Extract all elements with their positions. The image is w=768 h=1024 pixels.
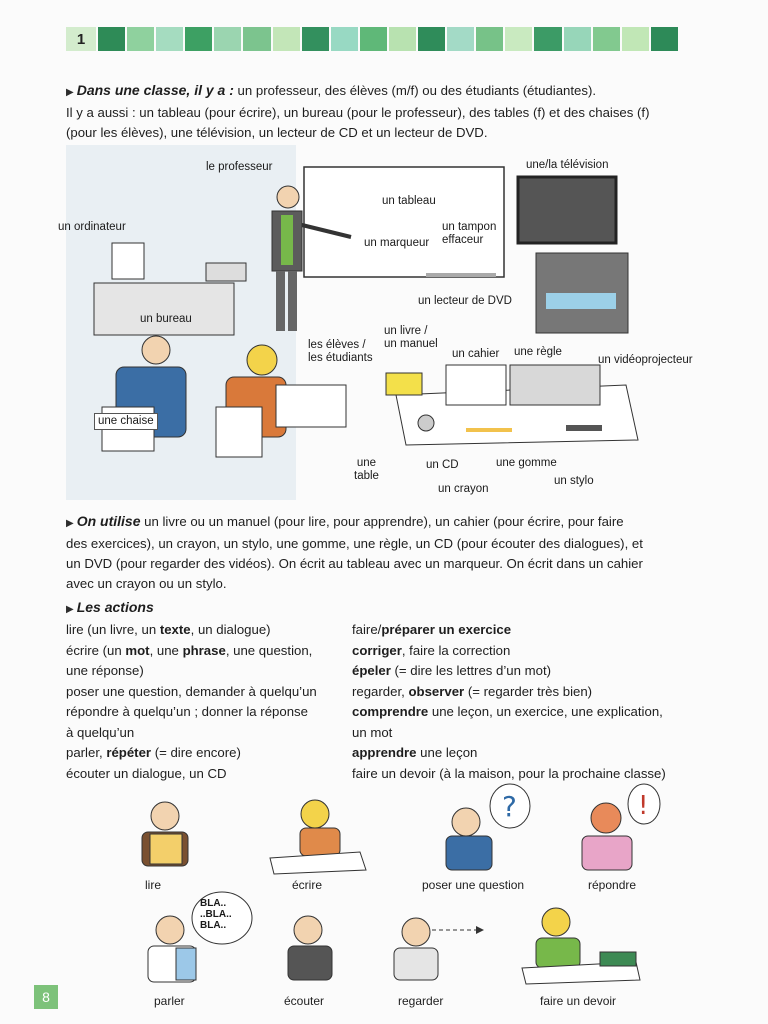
label-professeur: le professeur [206,161,273,173]
action-line [66,743,317,764]
action-line [66,702,317,723]
label-cahier: un cahier [452,348,500,360]
label-bureau: un bureau [140,313,192,325]
action-line [352,743,666,764]
action-line [352,723,666,744]
usage-line-2: des exercices), un crayon, un stylo, une gomme, une règle, un CD (pour écouter des dialogues), et [66,536,643,551]
action-text: une réponse) [66,663,144,678]
label-crayon: un crayon [438,483,489,495]
action-text: parler, [66,745,107,760]
actions-title [66,599,154,615]
label-stylo: un stylo [554,475,594,487]
header-band-square [534,27,561,51]
label-cd: un CD [426,459,459,471]
action-text: répondre à quelqu’un ; donner la réponse [66,704,308,719]
usage-line-1: un livre ou un manuel (pour lire, pour apprendre), un cahier (pour écrire, pour faire [140,514,624,529]
action-line [352,764,666,785]
header-band-square [243,27,270,51]
usage-paragraph [66,511,682,594]
action-text: poser une question, demander à quelqu’un [66,683,317,699]
action-keyword: observer [408,683,465,699]
header-band-square [505,27,532,51]
label-ordinateur: un ordinateur [58,221,126,233]
actions-left-column [66,620,317,784]
figure-ecrire [260,796,370,876]
header-band-square [331,27,358,51]
figure-parler [130,890,260,990]
label-livre: un livre / un manuel [384,325,438,350]
action-line [66,620,317,641]
actions-right-column [352,620,666,784]
action-text: , une question, [225,642,313,658]
header-band-square [593,27,620,51]
header-band-square [302,27,329,51]
header-band-square [651,27,678,51]
label-regle: une règle [514,346,562,358]
action-text: une leçon, un exercice, une explication, [428,704,663,719]
figure-repondre [564,782,664,876]
action-text: regarder, [352,683,409,699]
action-line [66,764,317,785]
header-band-square [127,27,154,51]
usage-line-4: avec un crayon ou un stylo. [66,576,227,591]
svg-text:?: ? [502,790,517,823]
action-line [66,641,317,662]
figure-poser-question [414,782,534,876]
action-keyword: corriger [352,642,402,658]
action-line [66,661,317,682]
action-keyword: mot [125,642,150,658]
header-band-square [360,27,387,51]
figure-label-regarder: regarder [398,994,444,1008]
header-band-square [447,27,474,51]
label-gomme: une gomme [496,457,557,469]
action-keyword: apprendre [352,745,417,760]
header-band-square [214,27,241,51]
action-text: écrire (un [66,642,126,658]
classroom-illustration [58,145,706,505]
action-line [352,641,666,662]
figure-regarder [376,908,486,988]
action-text: lire (un livre, un [66,622,160,637]
header-band-square [273,27,300,51]
figure-ecouter [270,908,350,988]
arrow-right-icon: ▶ [66,87,74,98]
figure-label-repondre: répondre [588,878,637,892]
label-tampon: un tampon effaceur [442,221,497,246]
actions-title-text: Les actions [76,599,154,615]
lesson-number: 1 [66,27,96,51]
header-band-square [418,27,445,51]
action-line [66,682,317,703]
header-band-square [185,27,212,51]
intro-paragraph [66,80,682,143]
header-band-square [476,27,503,51]
action-keyword: comprendre [352,704,429,719]
header-band-square [564,27,591,51]
action-keyword: épeler [352,663,391,678]
figure-label-parler: parler [154,994,185,1008]
action-text: faire/ [352,622,382,637]
action-line [352,620,666,641]
figure-label-ecouter: écouter [284,994,325,1008]
figure-lire [120,796,210,876]
label-table: une table [354,457,379,482]
action-keyword: phrase [182,642,226,658]
arrow-right-icon: ▶ [66,604,74,615]
intro-lead: Dans une classe, il y a : [76,82,234,98]
action-text: , une [149,642,183,658]
intro-line-1: un professeur, des élèves (m/f) ou des étudiants (étudiantes). [233,83,597,98]
action-keyword: répéter [106,745,152,760]
action-line [66,723,317,744]
lesson-header-band [66,27,678,51]
intro-line-3: (pour les élèves), une télévision, un lecteur de CD et un lecteur de DVD. [66,125,488,140]
usage-line-3: un DVD (pour regarder des vidéos). On écrit au tableau avec un marqueur. On écrit dans un cahier [66,556,643,571]
action-text: (= dire encore) [151,745,241,760]
arrow-right-icon: ▶ [66,518,74,529]
header-band-square [156,27,183,51]
header-band-square [389,27,416,51]
action-text: , un dialogue) [190,622,271,637]
action-text: (= dire les lettres d’un mot) [390,663,552,678]
figure-label-poser: poser une question [422,878,525,892]
label-eleves: les élèves / les étudiants [308,339,373,364]
action-text: à quelqu’un [66,724,135,740]
figure-label-ecrire: écrire [292,878,323,892]
action-line [352,682,666,703]
label-videoprojecteur: un vidéoprojecteur [598,354,693,366]
figure-label-lire: lire [145,878,162,892]
page-number: 8 [34,985,58,1009]
action-text: (= regarder très bien) [464,683,593,699]
header-band-square [98,27,125,51]
label-television: une/la télévision [526,159,609,171]
label-marqueur: un marqueur [364,237,430,249]
label-lecteur-dvd: un lecteur de DVD [418,295,512,307]
action-text: une leçon [416,745,478,760]
label-chaise: une chaise [94,413,158,430]
action-line [352,661,666,682]
action-keyword: préparer un exercice [381,622,512,637]
label-tableau: un tableau [382,195,436,207]
speech-bubble-bla: BLA.. ..BLA.. BLA.. [200,898,232,931]
figure-label-devoir: faire un devoir [540,994,617,1008]
action-line [352,702,666,723]
action-keyword: texte [159,622,191,637]
action-text: un mot [352,724,393,740]
usage-lead: On utilise [76,513,141,529]
intro-line-2: Il y a aussi : un tableau (pour écrire), un bureau (pour le professeur), des tables (f) et des chaises (f) [66,105,650,120]
header-band-square [622,27,649,51]
action-text: écouter un dialogue, un CD [66,765,227,781]
action-text: faire un devoir (à la maison, pour la prochaine classe) [352,765,666,781]
svg-text:!: ! [638,791,649,821]
action-text: , faire la correction [401,642,511,658]
figure-faire-devoir [516,900,646,990]
